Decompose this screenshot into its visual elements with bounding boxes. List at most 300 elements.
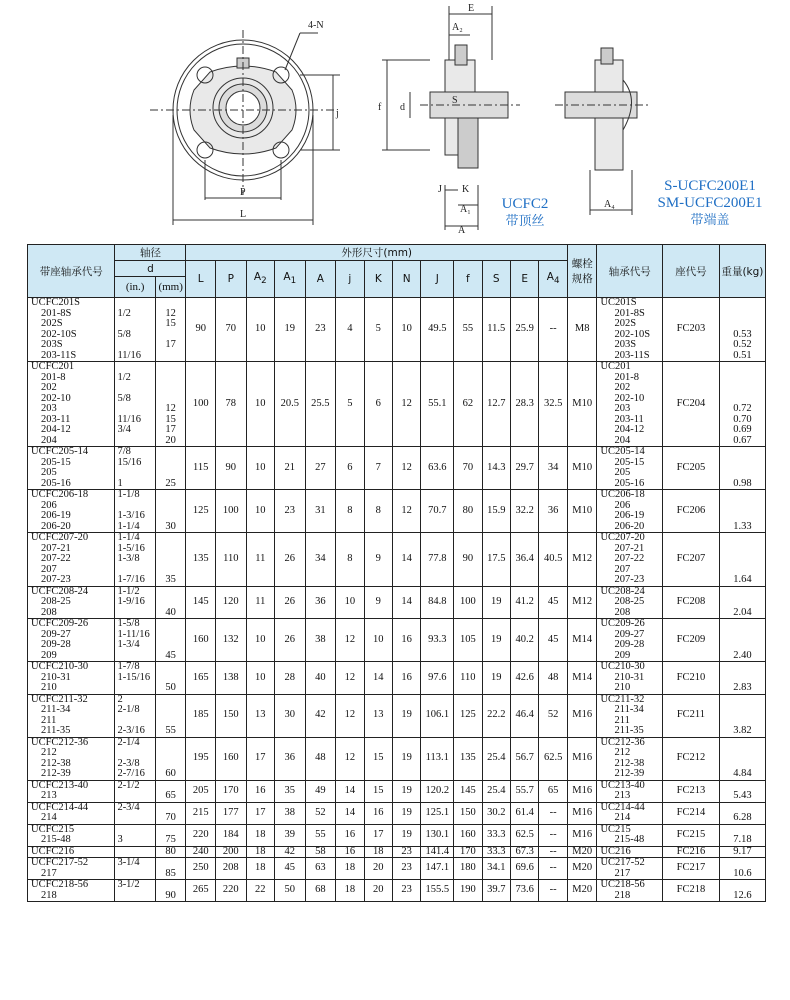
cell-model: UCFC214-44 214 xyxy=(28,802,115,824)
cell-model: UCFC211-32 211-34 211 211-35 xyxy=(28,694,115,737)
cell-dim-f: 150 xyxy=(454,802,482,824)
cell-inch: 3 xyxy=(115,824,155,846)
cell-dim-N: 12 xyxy=(392,447,420,490)
cell-dim-N: 23 xyxy=(392,846,420,858)
cell-inch: 1-5/8 1-11/16 1-3/4 xyxy=(115,619,155,662)
cell-dim-j: 16 xyxy=(336,846,364,858)
cell-dim-N: 12 xyxy=(392,362,420,447)
cell-dim-A1: 36 xyxy=(274,737,305,780)
header-dim-A: A xyxy=(305,261,336,298)
cell-bearing: UC206-18 206 206-19 206-20 xyxy=(597,490,663,533)
cell-dim-S: 22.2 xyxy=(482,694,510,737)
cell-bearing: UC217-52 217 xyxy=(597,858,663,880)
cell-dim-P: 170 xyxy=(215,780,246,802)
cell-dim-S: 25.4 xyxy=(482,780,510,802)
cell-dim-J: 141.4 xyxy=(421,846,454,858)
table-row xyxy=(28,533,766,587)
cell-dim-A: 63 xyxy=(305,858,336,880)
cell-dim-A1: 39 xyxy=(274,824,305,846)
cell-dim-j: 12 xyxy=(336,619,364,662)
cell-dim-A2: 18 xyxy=(246,824,274,846)
cell-dim-f: 180 xyxy=(454,858,482,880)
cell-dim-A2: 11 xyxy=(246,533,274,587)
cell-dim-f: 55 xyxy=(454,298,482,362)
cell-weight: 4.84 xyxy=(719,737,765,780)
cell-dim-A4: 48 xyxy=(539,662,568,695)
cell-model: UCFC213-40 213 xyxy=(28,780,115,802)
cell-dim-A4: 45 xyxy=(539,586,568,619)
header-dim-j: j xyxy=(336,261,364,298)
cell-dim-A2: 10 xyxy=(246,619,274,662)
cell-dim-S: 11.5 xyxy=(482,298,510,362)
cell-dim-A: 42 xyxy=(305,694,336,737)
cell-dim-f: 190 xyxy=(454,880,482,902)
cell-dim-A4: 62.5 xyxy=(539,737,568,780)
cell-dim-L: 125 xyxy=(186,490,216,533)
cell-dim-E: 56.7 xyxy=(510,737,538,780)
cell-weight: 3.82 xyxy=(719,694,765,737)
cell-weight: 9.17 xyxy=(719,846,765,858)
cell-model: UCFC212-36 212 212-38 212-39 xyxy=(28,737,115,780)
cell-dim-P: 78 xyxy=(215,362,246,447)
cell-dim-K: 17 xyxy=(364,824,392,846)
cell-dim-E: 25.9 xyxy=(510,298,538,362)
cell-dim-A1: 26 xyxy=(274,619,305,662)
cell-dim-j: 8 xyxy=(336,490,364,533)
cell-inch: 3-1/4 xyxy=(115,858,155,880)
header-shaft: 轴径 xyxy=(115,245,186,261)
cell-bearing: UC207-20 207-21 207-22 207 207-23 xyxy=(597,533,663,587)
cell-weight: 1.64 xyxy=(719,533,765,587)
cell-housing: FC215 xyxy=(663,824,720,846)
header-dim-A1: $A_1$ xyxy=(274,261,305,298)
header-dim-L: L xyxy=(186,261,216,298)
cell-dim-E: 73.6 xyxy=(510,880,538,902)
cell-bearing: UC213-40 213 xyxy=(597,780,663,802)
cell-dim-K: 7 xyxy=(364,447,392,490)
cell-dim-J: 147.1 xyxy=(421,858,454,880)
cell-inch: 1/2 5/8 11/16 3/4 xyxy=(115,362,155,447)
cell-dim-E: 62.5 xyxy=(510,824,538,846)
header-dim-K: K xyxy=(364,261,392,298)
cell-housing: FC206 xyxy=(663,490,720,533)
cell-inch xyxy=(115,846,155,858)
cell-dim-L: 195 xyxy=(186,737,216,780)
cell-dim-A2: 10 xyxy=(246,298,274,362)
cell-bolt: M20 xyxy=(567,880,597,902)
label-A1: A₁ xyxy=(460,204,471,215)
cell-weight: 1.33 xyxy=(719,490,765,533)
cell-dim-S: 19 xyxy=(482,619,510,662)
table-row xyxy=(28,586,766,619)
cell-bolt: M16 xyxy=(567,802,597,824)
caption-s-sub: 带端盖 xyxy=(690,213,730,228)
caption-ucfc2-sub: 带顶丝 xyxy=(505,214,545,229)
cell-inch: 2-1/2 xyxy=(115,780,155,802)
cell-dim-A1: 30 xyxy=(274,694,305,737)
cell-inch: 1-7/8 1-15/16 xyxy=(115,662,155,695)
cell-dim-A: 38 xyxy=(305,619,336,662)
cell-dim-A: 27 xyxy=(305,447,336,490)
cell-dim-S: 19 xyxy=(482,662,510,695)
cell-mm: 75 xyxy=(155,824,186,846)
cell-dim-E: 41.2 xyxy=(510,586,538,619)
cell-dim-K: 20 xyxy=(364,880,392,902)
cell-mm: 50 xyxy=(155,662,186,695)
cell-housing: FC209 xyxy=(663,619,720,662)
cell-dim-L: 165 xyxy=(186,662,216,695)
cell-dim-J: 130.1 xyxy=(421,824,454,846)
cell-dim-A: 68 xyxy=(305,880,336,902)
label-J: J xyxy=(438,184,442,195)
cell-dim-f: 80 xyxy=(454,490,482,533)
cell-mm: 12 15 17 xyxy=(155,298,186,362)
cell-dim-A: 58 xyxy=(305,846,336,858)
cell-dim-E: 28.3 xyxy=(510,362,538,447)
cell-dim-A: 55 xyxy=(305,824,336,846)
header-model: 带座轴承代号 xyxy=(28,245,115,298)
header-dim-f: f xyxy=(454,261,482,298)
header-weight: 重量(kg) xyxy=(719,245,765,298)
cell-weight: 12.6 xyxy=(719,880,765,902)
cell-dim-K: 15 xyxy=(364,780,392,802)
label-j: j xyxy=(336,108,339,119)
cell-dim-P: 120 xyxy=(215,586,246,619)
cell-model: UCFC201 201-8 202 202-10 203 203-11 204-12 204 xyxy=(28,362,115,447)
cell-dim-A4: -- xyxy=(539,846,568,858)
header-dim-N: N xyxy=(392,261,420,298)
table-row xyxy=(28,802,766,824)
cell-dim-J: 70.7 xyxy=(421,490,454,533)
cell-bolt: M14 xyxy=(567,619,597,662)
cell-model: UCFC208-24 208-25 208 xyxy=(28,586,115,619)
spec-table xyxy=(27,244,766,902)
cell-dim-A4: 36 xyxy=(539,490,568,533)
cell-bearing: UC215 215-48 xyxy=(597,824,663,846)
cell-dim-K: 8 xyxy=(364,490,392,533)
cell-dim-N: 14 xyxy=(392,533,420,587)
cell-bearing: UC205-14 205-15 205 205-16 xyxy=(597,447,663,490)
cell-dim-j: 5 xyxy=(336,362,364,447)
cell-dim-K: 18 xyxy=(364,846,392,858)
header-dim-P: P xyxy=(215,261,246,298)
cell-dim-K: 16 xyxy=(364,802,392,824)
cell-dim-P: 177 xyxy=(215,802,246,824)
cell-dim-j: 6 xyxy=(336,447,364,490)
cell-dim-E: 61.4 xyxy=(510,802,538,824)
cell-dim-E: 42.6 xyxy=(510,662,538,695)
table-row xyxy=(28,824,766,846)
cell-dim-A2: 18 xyxy=(246,846,274,858)
cell-model: UCFC218-56 218 xyxy=(28,880,115,902)
cell-dim-L: 185 xyxy=(186,694,216,737)
cell-bearing: UC218-56 218 xyxy=(597,880,663,902)
cell-inch: 1-1/8 1-3/16 1-1/4 xyxy=(115,490,155,533)
cell-dim-A4: -- xyxy=(539,858,568,880)
table-row xyxy=(28,780,766,802)
cell-dim-S: 33.3 xyxy=(482,846,510,858)
cell-model: UCFC207-20 207-21 207-22 207 207-23 xyxy=(28,533,115,587)
cell-model: UCFC215 215-48 xyxy=(28,824,115,846)
cell-bearing: UC208-24 208-25 208 xyxy=(597,586,663,619)
cell-dim-S: 15.9 xyxy=(482,490,510,533)
cell-dim-J: 77.8 xyxy=(421,533,454,587)
cell-dim-S: 33.3 xyxy=(482,824,510,846)
cell-dim-A2: 16 xyxy=(246,780,274,802)
cell-weight: 0.98 xyxy=(719,447,765,490)
table-row xyxy=(28,858,766,880)
cell-dim-J: 63.6 xyxy=(421,447,454,490)
cell-dim-A4: 45 xyxy=(539,619,568,662)
cell-dim-A4: 34 xyxy=(539,447,568,490)
table-row xyxy=(28,662,766,695)
cell-bolt: M20 xyxy=(567,858,597,880)
label-E: E xyxy=(468,3,475,14)
cell-dim-J: 84.8 xyxy=(421,586,454,619)
cell-dim-A4: -- xyxy=(539,880,568,902)
cell-dim-L: 215 xyxy=(186,802,216,824)
cell-dim-P: 138 xyxy=(215,662,246,695)
cell-dim-J: 106.1 xyxy=(421,694,454,737)
cell-dim-P: 184 xyxy=(215,824,246,846)
cell-dim-A2: 10 xyxy=(246,490,274,533)
cell-dim-A1: 42 xyxy=(274,846,305,858)
header-dim-A4: $A_4$ xyxy=(539,261,568,298)
cell-inch: 7/8 15/16 1 xyxy=(115,447,155,490)
cell-dim-P: 160 xyxy=(215,737,246,780)
label-A4: A₄ xyxy=(604,199,615,210)
cell-weight: 0.72 0.70 0.69 0.67 xyxy=(719,362,765,447)
cell-weight: 0.53 0.52 0.51 xyxy=(719,298,765,362)
cell-housing: FC208 xyxy=(663,586,720,619)
cell-dim-f: 70 xyxy=(454,447,482,490)
cell-model: UCFC217-52 217 xyxy=(28,858,115,880)
cell-model: UCFC206-18 206 206-19 206-20 xyxy=(28,490,115,533)
cell-dim-L: 205 xyxy=(186,780,216,802)
cell-dim-A2: 10 xyxy=(246,447,274,490)
cell-dim-N: 19 xyxy=(392,737,420,780)
cell-dim-L: 115 xyxy=(186,447,216,490)
cell-dim-N: 19 xyxy=(392,694,420,737)
cell-inch: 3-1/2 xyxy=(115,880,155,902)
spec-table-wrapper xyxy=(27,244,766,984)
cell-bolt: M10 xyxy=(567,362,597,447)
table-row xyxy=(28,298,766,362)
cell-dim-A1: 19 xyxy=(274,298,305,362)
cell-mm: 45 xyxy=(155,619,186,662)
cell-dim-L: 100 xyxy=(186,362,216,447)
cell-inch: 1/2 5/8 11/16 xyxy=(115,298,155,362)
cell-dim-j: 12 xyxy=(336,694,364,737)
cell-dim-A4: -- xyxy=(539,802,568,824)
cell-dim-J: 93.3 xyxy=(421,619,454,662)
cell-dim-A2: 22 xyxy=(246,880,274,902)
table-row xyxy=(28,490,766,533)
label-A: A xyxy=(458,225,466,236)
cell-dim-E: 67.3 xyxy=(510,846,538,858)
cell-dim-A2: 10 xyxy=(246,662,274,695)
cell-dim-P: 200 xyxy=(215,846,246,858)
cell-weight: 7.18 xyxy=(719,824,765,846)
cell-dim-A2: 18 xyxy=(246,858,274,880)
cell-dim-A2: 11 xyxy=(246,586,274,619)
cell-dim-j: 8 xyxy=(336,533,364,587)
cell-dim-N: 23 xyxy=(392,880,420,902)
cell-dim-f: 170 xyxy=(454,846,482,858)
cell-dim-J: 97.6 xyxy=(421,662,454,695)
cell-mm: 90 xyxy=(155,880,186,902)
cell-dim-j: 10 xyxy=(336,586,364,619)
cell-mm: 30 xyxy=(155,490,186,533)
cell-model: UCFC216 xyxy=(28,846,115,858)
cell-dim-A: 52 xyxy=(305,802,336,824)
header-bolt: 螺栓规格 xyxy=(567,245,597,298)
cell-inch: 2-3/4 xyxy=(115,802,155,824)
table-row xyxy=(28,447,766,490)
cell-dim-f: 125 xyxy=(454,694,482,737)
cell-mm: 12 15 17 20 xyxy=(155,362,186,447)
label-P: P xyxy=(240,187,246,198)
cell-dim-f: 100 xyxy=(454,586,482,619)
cell-dim-f: 145 xyxy=(454,780,482,802)
cell-bolt: M16 xyxy=(567,737,597,780)
label-4-N: 4-N xyxy=(308,20,324,31)
label-f: f xyxy=(378,102,382,113)
label-K: K xyxy=(462,184,470,195)
cell-dim-E: 29.7 xyxy=(510,447,538,490)
header-housing: 座代号 xyxy=(663,245,720,298)
cell-dim-A1: 20.5 xyxy=(274,362,305,447)
header-d: d xyxy=(115,261,186,277)
cell-dim-A: 31 xyxy=(305,490,336,533)
cell-dim-S: 19 xyxy=(482,586,510,619)
cell-dim-K: 9 xyxy=(364,586,392,619)
cell-dim-K: 20 xyxy=(364,858,392,880)
cell-dim-f: 62 xyxy=(454,362,482,447)
spec-table-body xyxy=(28,298,766,902)
cell-weight: 2.40 xyxy=(719,619,765,662)
cell-bearing: UC211-32 211-34 211 211-35 xyxy=(597,694,663,737)
cell-dim-E: 40.2 xyxy=(510,619,538,662)
table-row xyxy=(28,880,766,902)
cell-dim-K: 9 xyxy=(364,533,392,587)
cell-housing: FC214 xyxy=(663,802,720,824)
cell-dim-j: 14 xyxy=(336,780,364,802)
caption-s-ucfc200e1: S-UCFC200E1 xyxy=(664,178,756,194)
cell-mm: 55 xyxy=(155,694,186,737)
cell-dim-L: 135 xyxy=(186,533,216,587)
cell-dim-A1: 23 xyxy=(274,490,305,533)
cell-bolt: M12 xyxy=(567,586,597,619)
cell-dim-L: 250 xyxy=(186,858,216,880)
cell-dim-N: 10 xyxy=(392,298,420,362)
cell-dim-A1: 38 xyxy=(274,802,305,824)
cell-inch: 1-1/4 1-5/16 1-3/8 1-7/16 xyxy=(115,533,155,587)
cell-dim-P: 70 xyxy=(215,298,246,362)
cell-bearing: UC209-26 209-27 209-28 209 xyxy=(597,619,663,662)
cell-dim-S: 14.3 xyxy=(482,447,510,490)
cell-bolt: M12 xyxy=(567,533,597,587)
table-row xyxy=(28,362,766,447)
cell-bolt: M16 xyxy=(567,694,597,737)
cell-weight: 2.04 xyxy=(719,586,765,619)
cell-inch: 1-1/2 1-9/16 xyxy=(115,586,155,619)
cell-bolt: M14 xyxy=(567,662,597,695)
cell-dim-K: 14 xyxy=(364,662,392,695)
cell-housing: FC205 xyxy=(663,447,720,490)
table-row xyxy=(28,694,766,737)
cell-dim-j: 18 xyxy=(336,880,364,902)
cell-dim-P: 100 xyxy=(215,490,246,533)
cell-dim-S: 34.1 xyxy=(482,858,510,880)
cell-dim-j: 12 xyxy=(336,662,364,695)
cell-weight: 10.6 xyxy=(719,858,765,880)
cell-dim-J: 55.1 xyxy=(421,362,454,447)
header-dim-A2: $A_2$ xyxy=(246,261,274,298)
table-row xyxy=(28,619,766,662)
cell-mm: 85 xyxy=(155,858,186,880)
header-dim-E: E xyxy=(510,261,538,298)
cell-bearing: UC214-44 214 xyxy=(597,802,663,824)
cell-mm: 35 xyxy=(155,533,186,587)
cell-dim-J: 155.5 xyxy=(421,880,454,902)
cell-weight: 2.83 xyxy=(719,662,765,695)
cell-dim-A4: -- xyxy=(539,298,568,362)
cell-mm: 25 xyxy=(155,447,186,490)
cell-dim-L: 265 xyxy=(186,880,216,902)
cell-bearing: UC201 201-8 202 202-10 203 203-11 204-12 204 xyxy=(597,362,663,447)
cell-dim-A1: 45 xyxy=(274,858,305,880)
cell-dim-J: 120.2 xyxy=(421,780,454,802)
cell-bolt: M16 xyxy=(567,824,597,846)
cell-housing: FC218 xyxy=(663,880,720,902)
cell-mm: 60 xyxy=(155,737,186,780)
cell-dim-L: 145 xyxy=(186,586,216,619)
header-inch: (in.) xyxy=(115,277,155,298)
cell-dim-A2: 13 xyxy=(246,694,274,737)
cell-dim-J: 49.5 xyxy=(421,298,454,362)
cell-dim-A: 25.5 xyxy=(305,362,336,447)
cell-dim-j: 16 xyxy=(336,824,364,846)
cell-mm: 80 xyxy=(155,846,186,858)
cell-housing: FC212 xyxy=(663,737,720,780)
cell-bolt: M10 xyxy=(567,490,597,533)
cell-dim-j: 12 xyxy=(336,737,364,780)
cell-dim-N: 16 xyxy=(392,662,420,695)
cell-dim-A4: 40.5 xyxy=(539,533,568,587)
caption-ucfc2: UCFC2 xyxy=(501,196,549,212)
cell-dim-f: 135 xyxy=(454,737,482,780)
cell-dim-K: 15 xyxy=(364,737,392,780)
cell-dim-J: 113.1 xyxy=(421,737,454,780)
cell-dim-L: 160 xyxy=(186,619,216,662)
cell-dim-A: 49 xyxy=(305,780,336,802)
cell-dim-E: 46.4 xyxy=(510,694,538,737)
cell-housing: FC211 xyxy=(663,694,720,737)
table-row xyxy=(28,737,766,780)
cell-housing: FC210 xyxy=(663,662,720,695)
label-A2: A₂ xyxy=(452,22,463,33)
cell-mm: 40 xyxy=(155,586,186,619)
cell-dim-S: 39.7 xyxy=(482,880,510,902)
cell-dim-j: 4 xyxy=(336,298,364,362)
cell-dim-P: 208 xyxy=(215,858,246,880)
cell-dim-A: 23 xyxy=(305,298,336,362)
cell-dim-P: 150 xyxy=(215,694,246,737)
cell-dim-N: 19 xyxy=(392,780,420,802)
cell-housing: FC204 xyxy=(663,362,720,447)
cell-dim-L: 90 xyxy=(186,298,216,362)
